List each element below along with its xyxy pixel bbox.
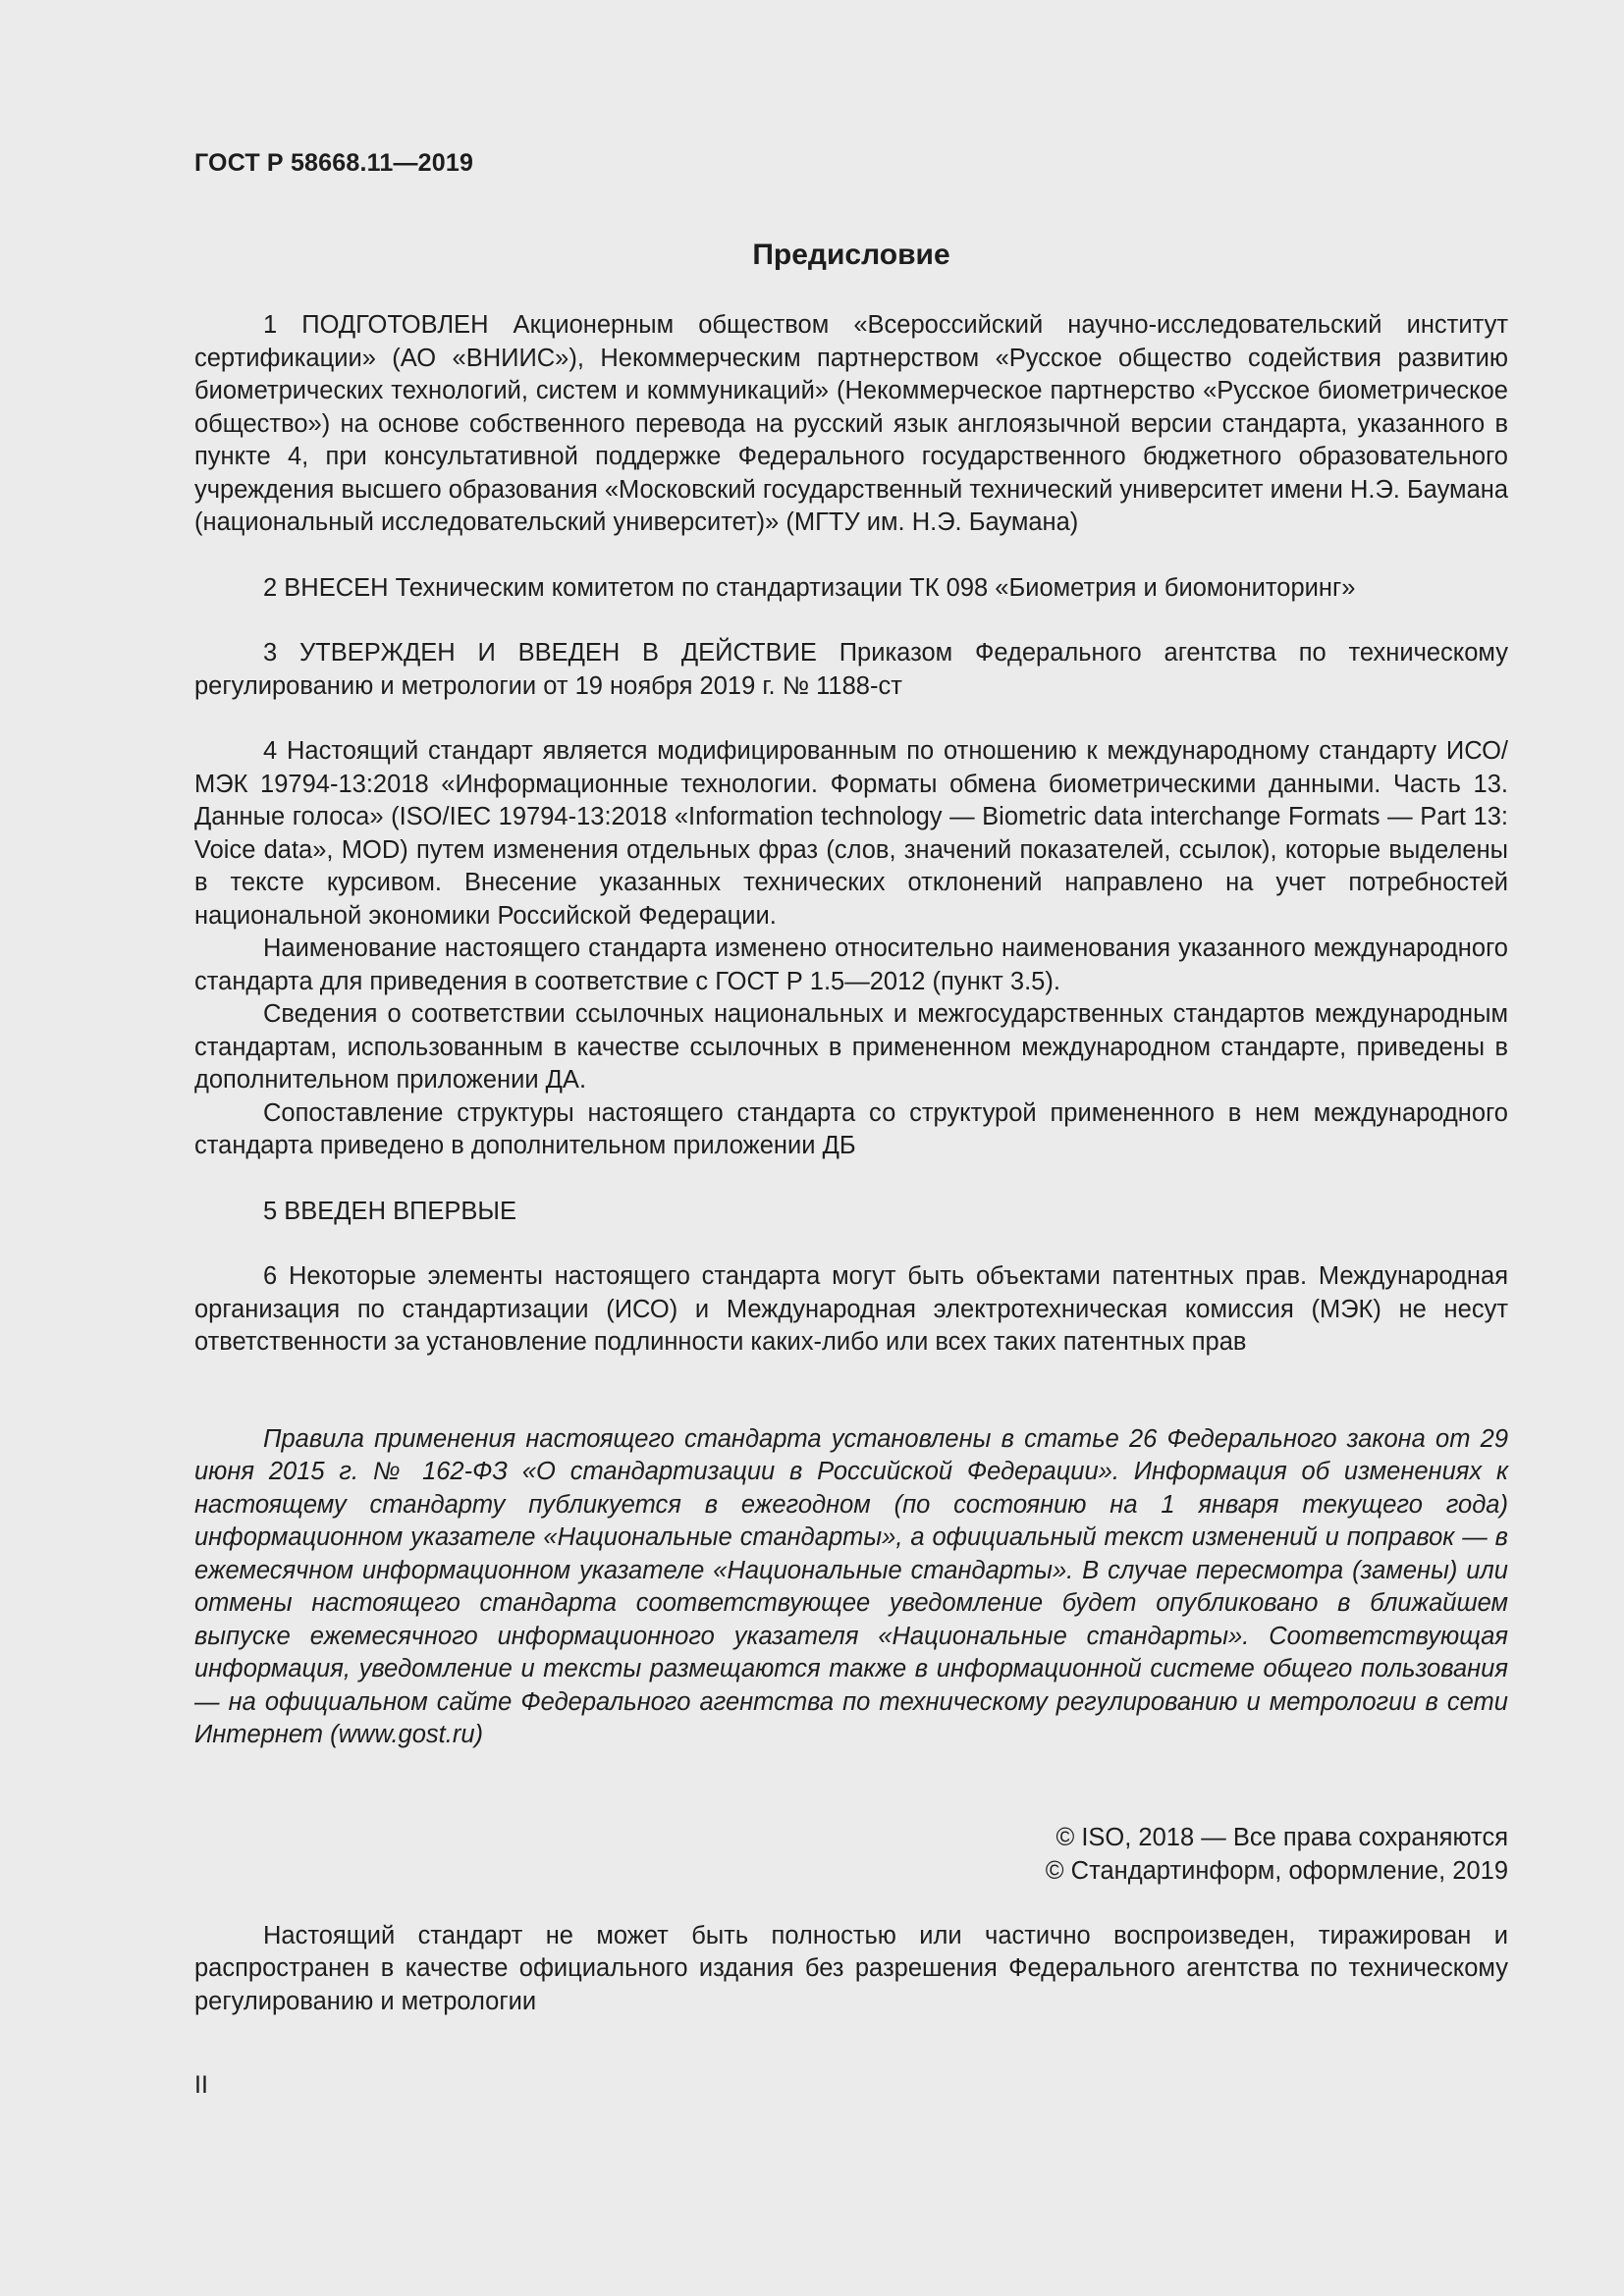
document-code: ГОСТ Р 58668.11—2019 (194, 149, 474, 177)
paragraph-3-approved: 3 УТВЕРЖДЕН И ВВЕДЕН В ДЕЙСТВИЕ Приказом Федерального агентства по техническому регулированию и метрологии от 19 ноября 2019 г. № 1188-ст (194, 639, 1508, 700)
copyright-iso: © ISO, 2018 — Все права сохраняются (1056, 1823, 1508, 1851)
paragraph-4-name-changed: Наименование настоящего стандарта изменено относительно наименования указанного международного стандарта для приведения в соответствие с ГОСТ Р 1.5—2012 (пункт 3.5). (194, 934, 1508, 995)
page-title: Предисловие (752, 239, 950, 271)
paragraph-4-structure: Сопоставление структуры настоящего стандарта со структурой примененного в нем международного стандарта приведено в дополнительном приложении ДБ (194, 1098, 1508, 1159)
paragraph-4-modified: 4 Настоящий стандарт является модифицированным по отношению к международному стандарту ИСО/МЭК 19794-13:2018 «Информационные технологии. Форматы обмена биометрическими данными. Часть 13. Данные голоса» (ISO/IEC 19794-13:2018 «Information technology — Biometric data interchange Formats — Part 13: Voice data», MOD) путем изменения отдельных фраз (слов, значений показателей, ссылок), которые выделены в тексте курсивом. Внесение указанных технических отклонений направлено на учет потребностей национальной экономики Российской Федерации. (194, 737, 1508, 930)
paragraph-1-prepared: 1 ПОДГОТОВЛЕН Акционерным обществом «Всероссийский научно-исследовательский институт сертификации» (АО «ВНИИС»), Некоммерческим партнерством «Русское общество содействия развитию биометрических технологий, систем и коммуникаций» (Некоммерческое партнерство «Русское биометрическое общество») на основе собственного перевода на русский язык англоязычной версии стандарта, указанного в пункте 4, при консультативной поддержке Федерального государственного бюджетного образовательного учреждения высшего образования «Московский государственный технический университет имени Н.Э. Баумана (национальный исследовательский университет)» (МГТУ им. Н.Э. Баумана) (194, 311, 1509, 536)
copyright-block (194, 1821, 1508, 1888)
reproduction-notice: Настоящий стандарт не может быть полностью или частично воспроизведен, тиражирован и распространен в качестве официального издания без разрешения Федерального агентства по техническому регулированию и метрологии (194, 1921, 1508, 2015)
copyright-standartinform: © Стандартинформ, оформление, 2019 (1045, 1856, 1508, 1885)
paragraph-5-first-introduced: 5 ВВЕДЕН ВПЕРВЫЕ (263, 1197, 517, 1225)
paragraph-4-references: Сведения о соответствии ссылочных национальных и межгосударственных стандартов международным стандартам, использованным в качестве ссылочных в примененном международном стандарте, приведены в дополнительном приложении ДА. (194, 1000, 1508, 1094)
paragraph-2-submitted: 2 ВНЕСЕН Техническим комитетом по стандартизации ТК 098 «Биометрия и биомониторинг» (263, 573, 1356, 602)
document-page (194, 137, 1508, 2018)
paragraph-6-patents: 6 Некоторые элементы настоящего стандарта могут быть объектами патентных прав. Международная организация по стандартизации (ИСО) и Международная электротехническая комиссия (МЭК) не несут ответственности за установление подлинности каких-либо или всех таких патентных прав (194, 1262, 1508, 1356)
rules-of-application: Правила применения настоящего стандарта установлены в статье 26 Федерального закона от 29 июня 2015 г. № 162-ФЗ «О стандартизации в Российской Федерации». Информация об изменениях к настоящему стандарту публикуется в ежегодном (по состоянию на 1 января текущего года) информационном указателе «Национальные стандарты», а официальный текст изменений и поправок — в ежемесячном информационном указателе «Национальные стандарты». В случае пересмотра (замены) или отмены настоящего стандарта соответствующее уведомление будет опубликовано в ближайшем выпуске ежемесячного информационного указателя «Национальные стандарты». Соответствующая информация, уведомление и тексты размещаются также в информационной системе общего пользования — на официальном сайте Федерального агентства по техническому регулированию и метрологии в сети Интернет (www.gost.ru) (194, 1424, 1508, 1748)
page-number: II (194, 2071, 208, 2099)
